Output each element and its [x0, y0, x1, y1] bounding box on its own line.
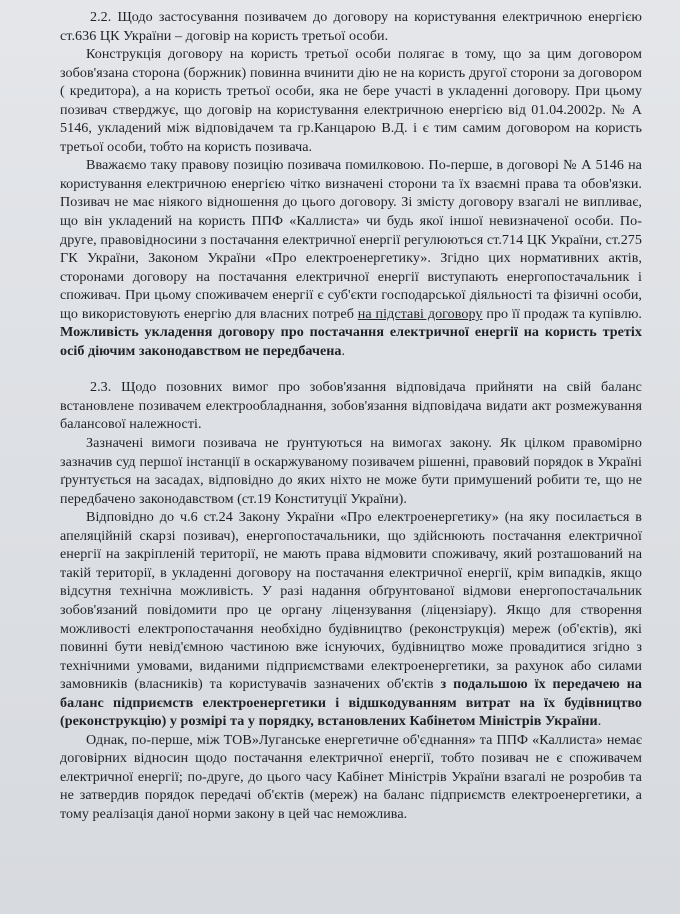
paragraph-end: . — [341, 342, 346, 359]
section-2-3-paragraph-2 — [60, 508, 642, 731]
section-2-3-paragraph-3: Однак, по-перше, між ТОВ»Луганське енергетичне об'єднання» та ППФ «Каллиста» немає договірних відносин щодо постачання електричної енергії, тобто позивач не є споживачем електричної енергії; по-друге, до цього часу Кабінет Міністрів України взагалі не розробив та не затвердив порядок передачі об'єктів (мереж) на баланс підприємств електроенергетики, а тому реалізація даної норми закону в цей час неможлива. — [60, 731, 642, 822]
paragraph-text: Вважаємо таку правову позицію позивача помилковою. По-перше, в договорі № А 5146 на користування електричною енергією чітко визначені сторони та їх взаємні права та обов'язки. Позивач не має ніякого відношення до цього договору. Зі змісту договору взагалі не випливає, що він укладений на користь ППФ «Каллиста» чи будь якої іншої невизначеної особи. По-друге, правовідносини з постачання електричної енергії регулюються ст.714 ЦК України, ст.275 ГК України, Законом України «Про електроенергетику». Згідно цих нормативних актів, сторонами договору на постачання електричної енергії виступають енергопостачальник і споживач. При цьому споживачем енергії є суб'єкти господарської діяльності та фізичні особи, що використовують енергію для власних потреб — [60, 157, 642, 322]
section-2-2-heading: 2.2. Щодо застосування позивачем до договору на користування електричною енергією ст.636 ЦК України – договір на користь третьої особи. — [60, 9, 642, 44]
paragraph-end: . — [597, 713, 602, 730]
bold-statute-excerpt: з подальшою їх передачею на баланс підприємств електроенергетики і відшкодуванням витрат на їх будівництво (реконструкцію) у розмірі та у порядку, встановлених Кабінетом Міністрів України — [60, 676, 642, 730]
section-2-2-paragraph-1: Конструкція договору на користь третьої особи полягає в тому, що за цим договором зобов'язана сторона (боржник) повинна вчинити дію не на користь другої сторони за договором ( кредитора), а на користь третьої особи, яка не бере участі в укладенні договору. При цьому позивач стверджує, що договір на користування електричною енергією від 01.04.2002р. № А 5146, укладений між відповідачем та гр.Канцарою В.Д. і є тим самим договором на користь третьої особи, тобто на користь позивача. — [60, 46, 642, 155]
underlined-phrase: на підставі договору — [357, 305, 483, 322]
paragraph-text: про її продаж та купівлю. — [482, 305, 643, 322]
paragraph-text: Відповідно до ч.6 ст.24 Закону України «Про електроенергетику» (на яку посилається в апеляційній скарзі позивач), енергопостачальники, що здійснюють постачання електричної енергії на закріпленій території, не мають права відмовити споживачу, який розташований на такій території, в укладенні договору на постачання електричної енергії, крім випадків, якщо відсутня технічна можливість. У разі надання обґрунтованої відмови енергопостачальник зобов'язаний повідомити про це органу ліцензування (ліцензіару). Якщо для створення можливості електропостачання необхідно будівництво (реконструкція) мереж (об'єктів), які повинні бути невід'ємною частиною вже існуючих, будівництво може провадитися згідно з технічними умовами, виданими підприємствами електроенергетики, за рахунок або силами замовників (власників) та користувачів зазначених об'єктів — [60, 509, 642, 693]
section-2-2-paragraph-2 — [60, 156, 642, 360]
bold-conclusion: Можливість укладення договору про постачання електричної енергії на користь третіх осіб діючим законодавством не передбачена — [60, 324, 642, 359]
section-2-3-paragraph-1: Зазначені вимоги позивача не ґрунтуються на вимогах закону. Як цілком правомірно зазначив суд першої інстанції в оскаржуваному позивачем рішенні, правовий порядок в Україні ґрунтується на засадах, відповідно до яких ніхто не може бути примушений робити те, що не передбачено законодавством (ст.19 Конституції України). — [60, 435, 642, 507]
section-2-3-heading: 2.3. Щодо позовних вимог про зобов'язання відповідача прийняти на свій баланс встановлене позивачем електрообладнання, зобов'язання відповідача видати акт розмежування балансової належності. — [60, 379, 642, 433]
